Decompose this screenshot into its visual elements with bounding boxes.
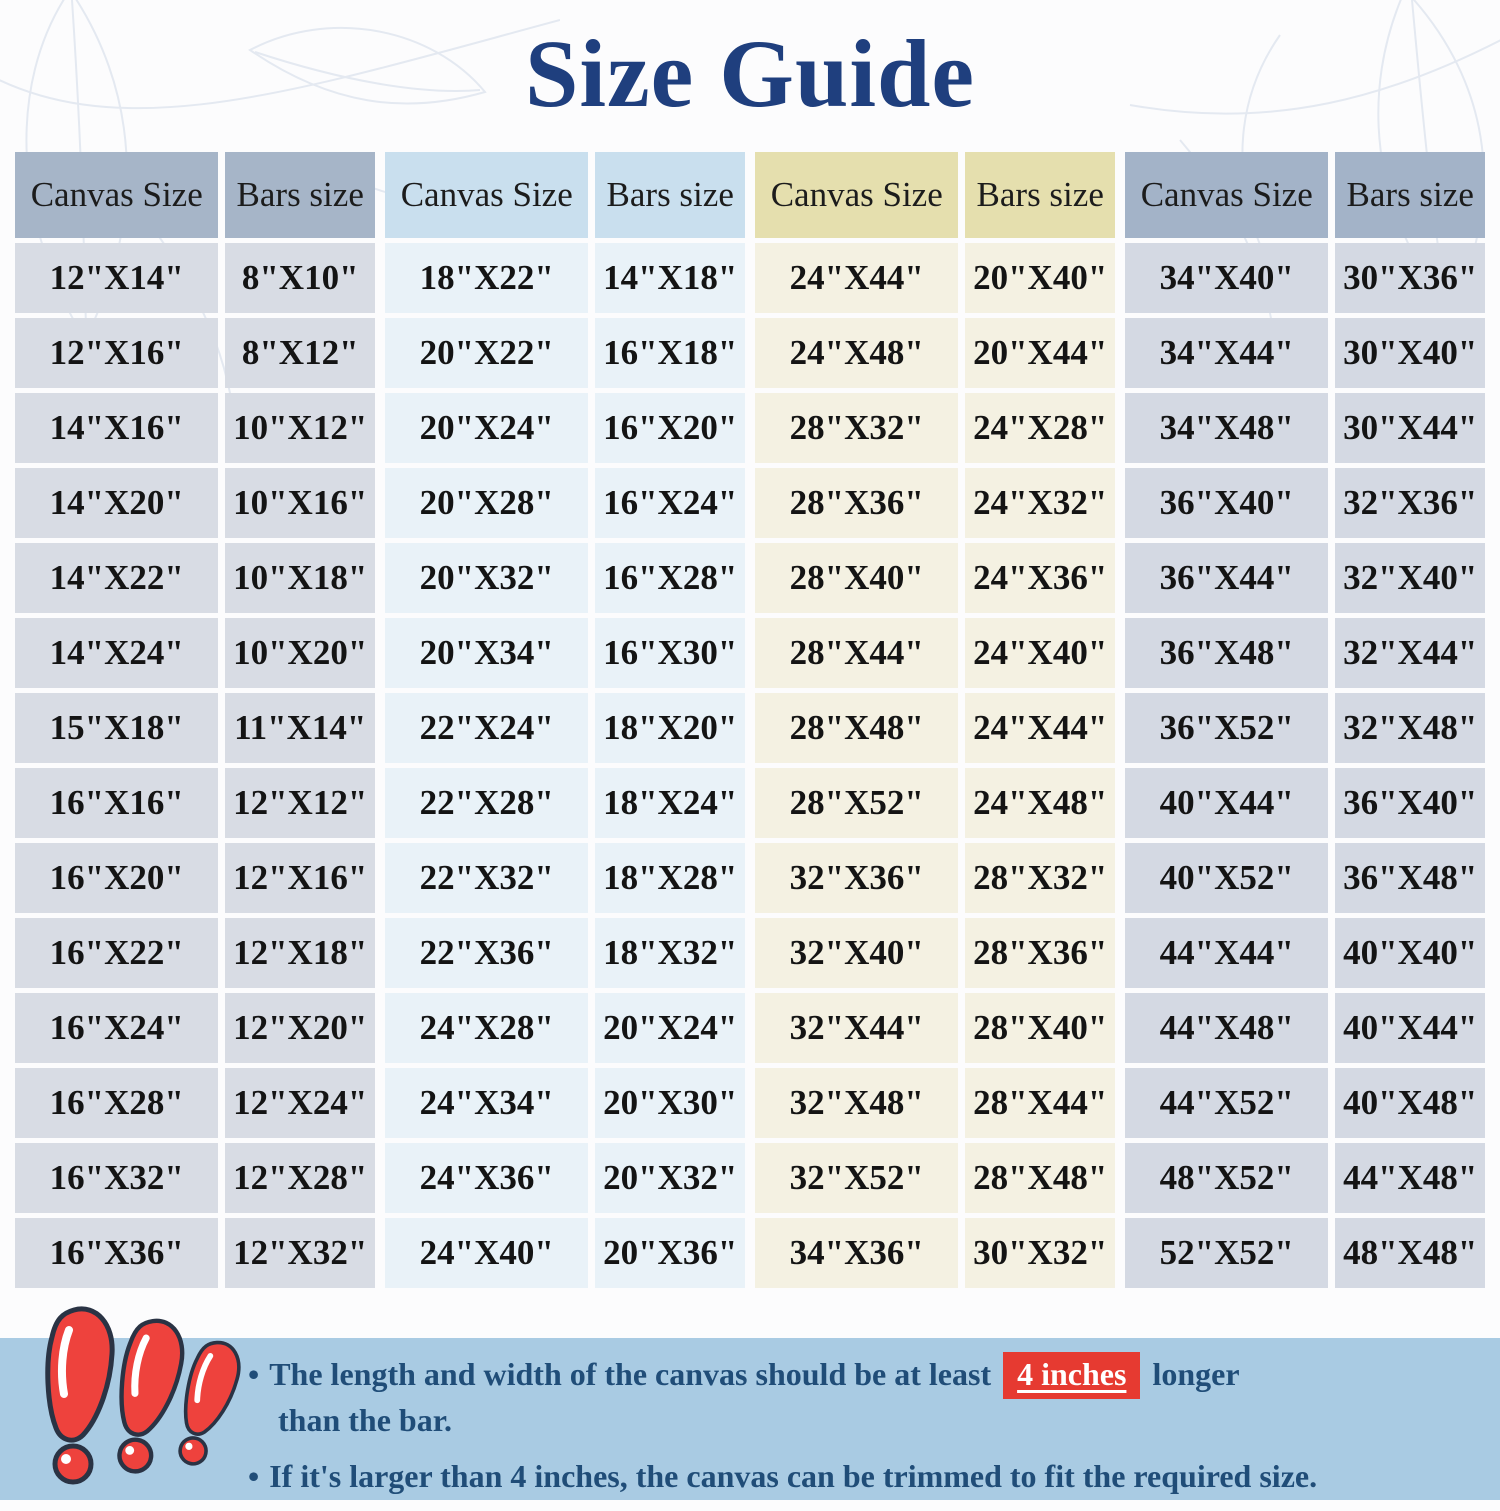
bars-size-cell: 10"X12" [225, 393, 375, 463]
bars-size-cell: 30"X36" [1335, 243, 1485, 313]
bars-size-cell: 12"X16" [225, 843, 375, 913]
bars-size-cell: 28"X36" [965, 918, 1115, 988]
bars-size-cell: 48"X48" [1335, 1218, 1485, 1288]
canvas-size-cell: 16"X20" [15, 843, 218, 913]
bars-size-cell: 24"X44" [965, 693, 1115, 763]
column-header-bars-size: Bars size [1335, 152, 1485, 238]
canvas-size-cell: 24"X34" [385, 1068, 588, 1138]
canvas-size-cell: 14"X22" [15, 543, 218, 613]
bars-size-cell: 10"X18" [225, 543, 375, 613]
bars-size-cell: 18"X24" [595, 768, 745, 838]
bars-size-cell: 18"X28" [595, 843, 745, 913]
canvas-size-cell: 24"X40" [385, 1218, 588, 1288]
canvas-size-cell: 16"X28" [15, 1068, 218, 1138]
canvas-size-cell: 28"X32" [755, 393, 958, 463]
canvas-size-cell: 16"X22" [15, 918, 218, 988]
bars-size-cell: 12"X32" [225, 1218, 375, 1288]
canvas-size-cell: 20"X24" [385, 393, 588, 463]
canvas-size-cell: 14"X20" [15, 468, 218, 538]
tables-row [15, 152, 1485, 1288]
bars-size-cell: 24"X40" [965, 618, 1115, 688]
canvas-size-cell: 20"X34" [385, 618, 588, 688]
warning-exclamation-icon [26, 1300, 254, 1498]
bars-size-cell: 20"X44" [965, 318, 1115, 388]
bars-size-cell: 28"X44" [965, 1068, 1115, 1138]
column-header-canvas-size: Canvas Size [15, 152, 218, 238]
bars-size-cell: 20"X36" [595, 1218, 745, 1288]
bars-size-cell: 12"X20" [225, 993, 375, 1063]
canvas-size-cell: 18"X22" [385, 243, 588, 313]
note-text: than the bar. [278, 1402, 452, 1438]
bars-size-cell: 20"X32" [595, 1143, 745, 1213]
canvas-size-cell: 32"X40" [755, 918, 958, 988]
bars-size-cell: 32"X48" [1335, 693, 1485, 763]
bars-size-cell: 32"X44" [1335, 618, 1485, 688]
bars-size-cell: 30"X44" [1335, 393, 1485, 463]
canvas-size-cell: 52"X52" [1125, 1218, 1328, 1288]
bars-size-cell: 30"X40" [1335, 318, 1485, 388]
bars-size-cell: 10"X20" [225, 618, 375, 688]
canvas-size-cell: 20"X22" [385, 318, 588, 388]
canvas-size-cell: 24"X48" [755, 318, 958, 388]
canvas-size-cell: 44"X52" [1125, 1068, 1328, 1138]
bars-size-cell: 18"X32" [595, 918, 745, 988]
bars-size-cell: 10"X16" [225, 468, 375, 538]
bars-size-cell: 16"X20" [595, 393, 745, 463]
canvas-size-cell: 22"X28" [385, 768, 588, 838]
size-table-2 [385, 152, 745, 1288]
canvas-size-cell: 34"X44" [1125, 318, 1328, 388]
canvas-size-cell: 20"X32" [385, 543, 588, 613]
bars-size-cell: 16"X18" [595, 318, 745, 388]
bars-size-cell: 20"X24" [595, 993, 745, 1063]
bars-size-cell: 28"X32" [965, 843, 1115, 913]
canvas-size-cell: 40"X52" [1125, 843, 1328, 913]
bars-size-cell: 14"X18" [595, 243, 745, 313]
canvas-size-cell: 14"X24" [15, 618, 218, 688]
canvas-size-cell: 16"X16" [15, 768, 218, 838]
note-text: If it's larger than 4 inches, the canvas can be trimmed to fit the required size. [269, 1458, 1318, 1494]
bars-size-cell: 24"X28" [965, 393, 1115, 463]
canvas-size-cell: 12"X14" [15, 243, 218, 313]
canvas-size-cell: 34"X40" [1125, 243, 1328, 313]
canvas-size-cell: 28"X44" [755, 618, 958, 688]
canvas-size-cell: 28"X48" [755, 693, 958, 763]
column-header-canvas-size: Canvas Size [385, 152, 588, 238]
size-table-1 [15, 152, 375, 1288]
column-header-canvas-size: Canvas Size [755, 152, 958, 238]
bars-size-cell: 24"X32" [965, 468, 1115, 538]
canvas-size-cell: 34"X36" [755, 1218, 958, 1288]
column-header-canvas-size: Canvas Size [1125, 152, 1328, 238]
canvas-size-cell: 36"X48" [1125, 618, 1328, 688]
column-header-bars-size: Bars size [225, 152, 375, 238]
bars-size-cell: 36"X48" [1335, 843, 1485, 913]
bars-size-cell: 24"X36" [965, 543, 1115, 613]
bars-size-cell: 16"X30" [595, 618, 745, 688]
canvas-size-cell: 28"X40" [755, 543, 958, 613]
bullet-icon: • [248, 1458, 260, 1494]
page-title: Size Guide [524, 20, 975, 127]
canvas-size-cell: 24"X44" [755, 243, 958, 313]
bars-size-cell: 28"X40" [965, 993, 1115, 1063]
canvas-size-cell: 34"X48" [1125, 393, 1328, 463]
canvas-size-cell: 28"X52" [755, 768, 958, 838]
canvas-size-cell: 24"X36" [385, 1143, 588, 1213]
canvas-size-cell: 28"X36" [755, 468, 958, 538]
canvas-size-cell: 15"X18" [15, 693, 218, 763]
canvas-size-cell: 12"X16" [15, 318, 218, 388]
bars-size-cell: 16"X28" [595, 543, 745, 613]
bars-size-cell: 40"X44" [1335, 993, 1485, 1063]
bars-size-cell: 12"X12" [225, 768, 375, 838]
canvas-size-cell: 48"X52" [1125, 1143, 1328, 1213]
size-table-4 [1125, 152, 1485, 1288]
bars-size-cell: 16"X24" [595, 468, 745, 538]
bars-size-cell: 40"X48" [1335, 1068, 1485, 1138]
canvas-size-cell: 16"X32" [15, 1143, 218, 1213]
canvas-size-cell: 22"X36" [385, 918, 588, 988]
canvas-size-cell: 44"X44" [1125, 918, 1328, 988]
bars-size-cell: 36"X40" [1335, 768, 1485, 838]
note-item-2 [248, 1455, 1478, 1498]
column-header-bars-size: Bars size [595, 152, 745, 238]
canvas-size-cell: 14"X16" [15, 393, 218, 463]
canvas-size-cell: 24"X28" [385, 993, 588, 1063]
canvas-size-cell: 16"X36" [15, 1218, 218, 1288]
canvas-size-cell: 16"X24" [15, 993, 218, 1063]
bars-size-cell: 32"X36" [1335, 468, 1485, 538]
note-item-1 [248, 1352, 1478, 1442]
canvas-size-cell: 40"X44" [1125, 768, 1328, 838]
bars-size-cell: 12"X24" [225, 1068, 375, 1138]
bars-size-cell: 8"X10" [225, 243, 375, 313]
bars-size-cell: 20"X40" [965, 243, 1115, 313]
bars-size-cell: 30"X32" [965, 1218, 1115, 1288]
highlight-chip: 4 inches [1003, 1352, 1140, 1399]
note-text: longer [1152, 1356, 1240, 1392]
canvas-size-cell: 36"X40" [1125, 468, 1328, 538]
bars-size-cell: 12"X28" [225, 1143, 375, 1213]
canvas-size-cell: 32"X52" [755, 1143, 958, 1213]
canvas-size-cell: 44"X48" [1125, 993, 1328, 1063]
notes [248, 1352, 1478, 1511]
bars-size-cell: 24"X48" [965, 768, 1115, 838]
canvas-size-cell: 22"X32" [385, 843, 588, 913]
bars-size-cell: 32"X40" [1335, 543, 1485, 613]
canvas-size-cell: 22"X24" [385, 693, 588, 763]
canvas-size-cell: 32"X48" [755, 1068, 958, 1138]
bars-size-cell: 8"X12" [225, 318, 375, 388]
note-text: The length and width of the canvas should be at least [269, 1356, 992, 1392]
bars-size-cell: 28"X48" [965, 1143, 1115, 1213]
bars-size-cell: 40"X40" [1335, 918, 1485, 988]
bars-size-cell: 12"X18" [225, 918, 375, 988]
column-header-bars-size: Bars size [965, 152, 1115, 238]
size-table-3 [755, 152, 1115, 1288]
canvas-size-cell: 36"X52" [1125, 693, 1328, 763]
canvas-size-cell: 32"X36" [755, 843, 958, 913]
bullet-icon: • [248, 1356, 260, 1392]
canvas-size-cell: 36"X44" [1125, 543, 1328, 613]
bars-size-cell: 18"X20" [595, 693, 745, 763]
bars-size-cell: 44"X48" [1335, 1143, 1485, 1213]
bars-size-cell: 20"X30" [595, 1068, 745, 1138]
canvas-size-cell: 20"X28" [385, 468, 588, 538]
canvas-size-cell: 32"X44" [755, 993, 958, 1063]
bars-size-cell: 11"X14" [225, 693, 375, 763]
